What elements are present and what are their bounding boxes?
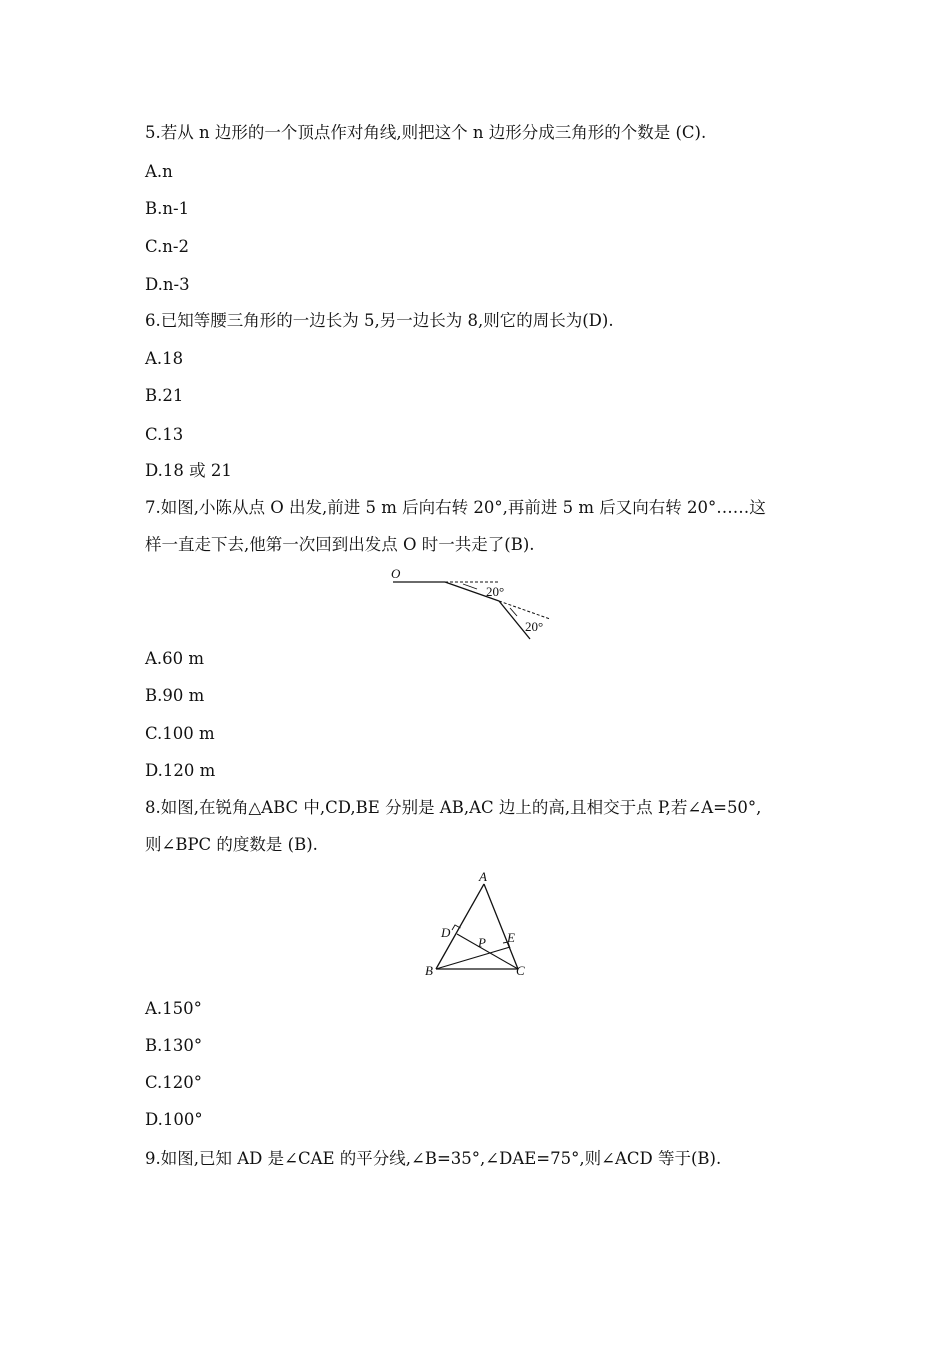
- q8-option-a: A.150°: [145, 999, 202, 1018]
- q6-option-a: A.18: [145, 349, 184, 368]
- q7-angle1-label: 20°: [486, 584, 505, 599]
- q8-label-e: E: [507, 930, 515, 945]
- q8-option-c: C.120°: [145, 1073, 203, 1092]
- q7-walking-path-figure: [385, 563, 560, 645]
- q8-stem-line1: 8.如图,在锐角△ABC 中,CD,BE 分别是 AB,AC 边上的高,且相交于点 P,若∠A=50°,: [145, 798, 762, 817]
- q7-angle2-label: 20°: [525, 619, 544, 634]
- q7-option-b: B.90 m: [145, 686, 205, 705]
- q8-label-b: B: [425, 963, 433, 978]
- q8-label-d: D: [441, 925, 451, 940]
- q9-stem: 9.如图,已知 AD 是∠CAE 的平分线,∠B=35°,∠DAE=75°,则∠ACD 等于(B).: [145, 1149, 722, 1168]
- q6-option-c: C.13: [145, 425, 184, 444]
- q8-option-b: B.130°: [145, 1036, 203, 1055]
- q5-stem: 5.若从 n 边形的一个顶点作对角线,则把这个 n 边形分成三角形的个数是 (C).: [145, 123, 707, 142]
- q8-option-d: D.100°: [145, 1110, 203, 1129]
- q7-option-a: A.60 m: [145, 649, 205, 668]
- q8-label-a: A: [479, 869, 487, 884]
- q6-stem: 6.已知等腰三角形的一边长为 5,另一边长为 8,则它的周长为(D).: [145, 311, 614, 330]
- q8-label-c: C: [516, 963, 525, 978]
- q8-triangle-figure: [420, 868, 532, 980]
- q8-stem-line2: 则∠BPC 的度数是 (B).: [145, 835, 318, 854]
- q7-option-d: D.120 m: [145, 761, 216, 780]
- q5-option-b: B.n-1: [145, 199, 190, 218]
- q5-option-a: A.n: [145, 162, 173, 181]
- q6-option-b: B.21: [145, 386, 184, 405]
- q6-option-d: D.18 或 21: [145, 461, 232, 480]
- q7-stem-line2: 样一直走下去,他第一次回到出发点 O 时一共走了(B).: [145, 535, 535, 554]
- q7-stem-line1: 7.如图,小陈从点 O 出发,前进 5 m 后向右转 20°,再前进 5 m 后又向右转 20°……这: [145, 498, 766, 517]
- q7-option-c: C.100 m: [145, 724, 215, 743]
- q5-option-d: D.n-3: [145, 275, 190, 294]
- q7-point-o-label: O: [391, 566, 401, 581]
- q8-label-p: P: [478, 935, 486, 950]
- q5-option-c: C.n-2: [145, 237, 189, 256]
